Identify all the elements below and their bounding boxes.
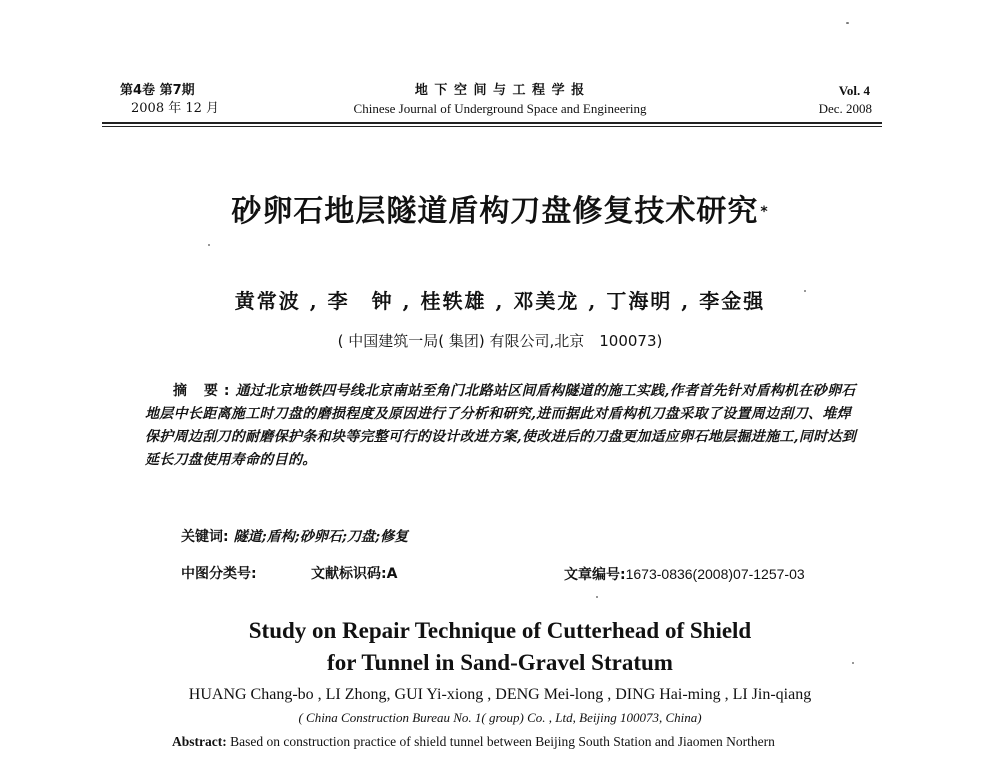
abstract-en [172,732,775,752]
article-number [564,563,805,586]
affiliation-en: ( China Construction Bureau No. 1( group) Co. , Ltd, Beijing 100073, China) [298,710,702,725]
scan-speck [596,596,598,598]
doc-code-value: A [386,566,398,582]
article-number-label: 文章编号: [564,567,626,583]
journal-title-cn: 地 下 空 间 与 工 程 学 报 [414,83,586,98]
clc-label: 中图分类号: [181,566,257,582]
authors-en: HUANG Chang-bo , LI Zhong, GUI Yi-xiong , DENG Mei-long , DING Hai-ming , LI Jin-qiang [188,686,812,703]
doc-code-label: 文献标识码: [311,566,387,582]
journal-date-en: Dec. 2008 [818,101,872,116]
doc-code [311,563,397,585]
scan-speck [852,662,854,664]
keywords-label: 关键词: [181,529,229,545]
header-rule-thin [102,126,882,127]
abstract-text-en: Based on construction practice of shield tunnel between Beijing South Station and Jiaomen Northern [230,734,775,749]
affiliation-cn: ( 中国建筑一局( 集团) 有限公司,北京 100073) [337,332,663,350]
scan-speck [804,290,806,292]
paper-title-en-line2: for Tunnel in Sand-Gravel Stratum [327,650,673,675]
abstract-text-cn: 通过北京地铁四号线北京南站至角门北路站区间盾构隧道的施工实践,作者首先针对盾构机在砂卵石地层中长距离施工时刀盘的磨损程度及原因进行了分析和研究,进而据此对盾构机刀盘采取了设置周边刮刀、堆焊保护周边刮刀的耐磨保护条和块等完整可行的设计改进方案,使改进后的刀盘更加适应卵石地层掘进施工,同时达到延长刀盘使用寿命的目的。 [145,383,857,468]
scan-speck [846,22,849,24]
abstract-label-cn: 摘 要: [173,383,236,399]
keywords-cn [181,526,408,548]
journal-date-cn: 2008 年 12 月 [131,101,220,116]
keywords-text: 隧道;盾构;砂卵石;刀盘;修复 [233,529,409,545]
journal-volume-issue: 第4卷 第7期 [120,83,195,98]
journal-title-en: Chinese Journal of Underground Space and Engineering [353,101,647,116]
title-footnote-mark: * [760,204,769,220]
journal-volume-en: Vol. 4 [838,83,870,98]
header-rule-thick [102,122,882,124]
article-number-value: 1673-0836(2008)07-1257-03 [625,566,805,582]
scan-speck [208,244,210,246]
abstract-cn [145,380,860,472]
paper-title-cn-text: 砂卵石地层隧道盾构刀盘修复技术研究 [231,194,759,229]
abstract-label-en: Abstract: [172,734,227,749]
authors-cn: 黄常波 , 李 钟 , 桂轶雄 , 邓美龙 , 丁海明 , 李金强 [234,289,766,313]
paper-title-cn [0,192,1000,232]
paper-title-en-line1: Study on Repair Technique of Cutterhead of Shield [248,618,752,643]
